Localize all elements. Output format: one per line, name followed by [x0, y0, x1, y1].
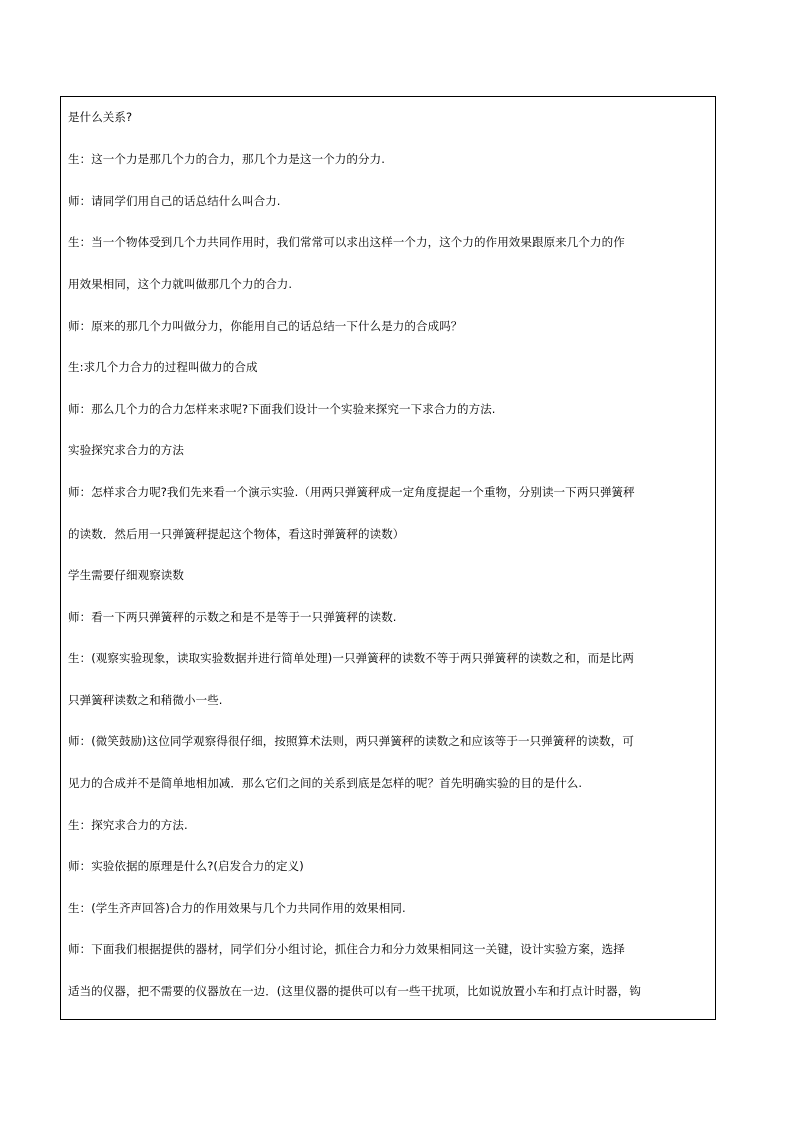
text-line: 师：下面我们根据提供的器材，同学们分小组讨论，抓住合力和分力效果相同这一关键，设计实验方案，选择 [68, 942, 625, 956]
text-line: 师：怎样求合力呢?我们先来看一个演示实验.（用两只弹簧秤成一定角度提起一个重物，分别读一下两只弹簧秤 [68, 485, 635, 499]
section-heading: 实验探究求合力的方法 [68, 443, 184, 457]
text-line: 学生需要仔细观察读数 [68, 568, 184, 582]
text-line: 师：那么几个力的合力怎样来求呢?下面我们设计一个实验来探究一下求合力的方法. [68, 402, 496, 416]
document-frame [60, 96, 716, 1020]
text-line: 用效果相同，这个力就叫做那几个力的合力. [68, 277, 293, 291]
text-line: 师：原来的那几个力叫做分力，你能用自己的话总结一下什么是力的合成吗？ [68, 319, 463, 333]
text-line: 是什么关系? [68, 110, 133, 124]
text-line: 师：请同学们用自己的话总结什么叫合力. [68, 194, 281, 208]
text-line: 生：这一个力是那几个力的合力，那几个力是这一个力的分力. [68, 152, 385, 166]
text-line: 生：(学生齐声回答)合力的作用效果与几个力共同作用的效果相同. [68, 901, 406, 915]
text-line: 师：(微笑鼓励)这位同学观察得很仔细，按照算术法则，两只弹簧秤的读数之和应该等于一只弹簧秤的读数，可 [68, 734, 634, 748]
text-line: 生:求几个力合力的过程叫做力的合成 [68, 360, 258, 374]
text-line: 只弹簧秤读数之和稍微小一些. [68, 693, 223, 707]
text-line: 的读数．然后用一只弹簧秤提起这个物体，看这时弹簧秤的读数） [68, 527, 405, 541]
text-line: 适当的仪器，把不需要的仪器放在一边．(这里仪器的提供可以有一些干扰项，比如说放置小车和打点计时器，钩 [68, 984, 641, 998]
text-line: 生：探究求合力的方法. [68, 818, 188, 832]
text-line: 生：当一个物体受到几个力共同作用时，我们常常可以求出这样一个力，这个力的作用效果跟原来几个力的作 [68, 235, 625, 249]
text-line: 见力的合成并不是简单地相加减．那么它们之间的关系到底是怎样的呢？首先明确实验的目的是什么. [68, 776, 583, 790]
text-line: 师：实验依据的原理是什么?(启发合力的定义) [68, 859, 304, 873]
text-line: 师：看一下两只弹簧秤的示数之和是不是等于一只弹簧秤的读数. [68, 610, 397, 624]
text-line: 生：(观察实验现象，读取实验数据并进行简单处理)一只弹簧秤的读数不等于两只弹簧秤的读数之和，而是比两 [68, 651, 634, 665]
